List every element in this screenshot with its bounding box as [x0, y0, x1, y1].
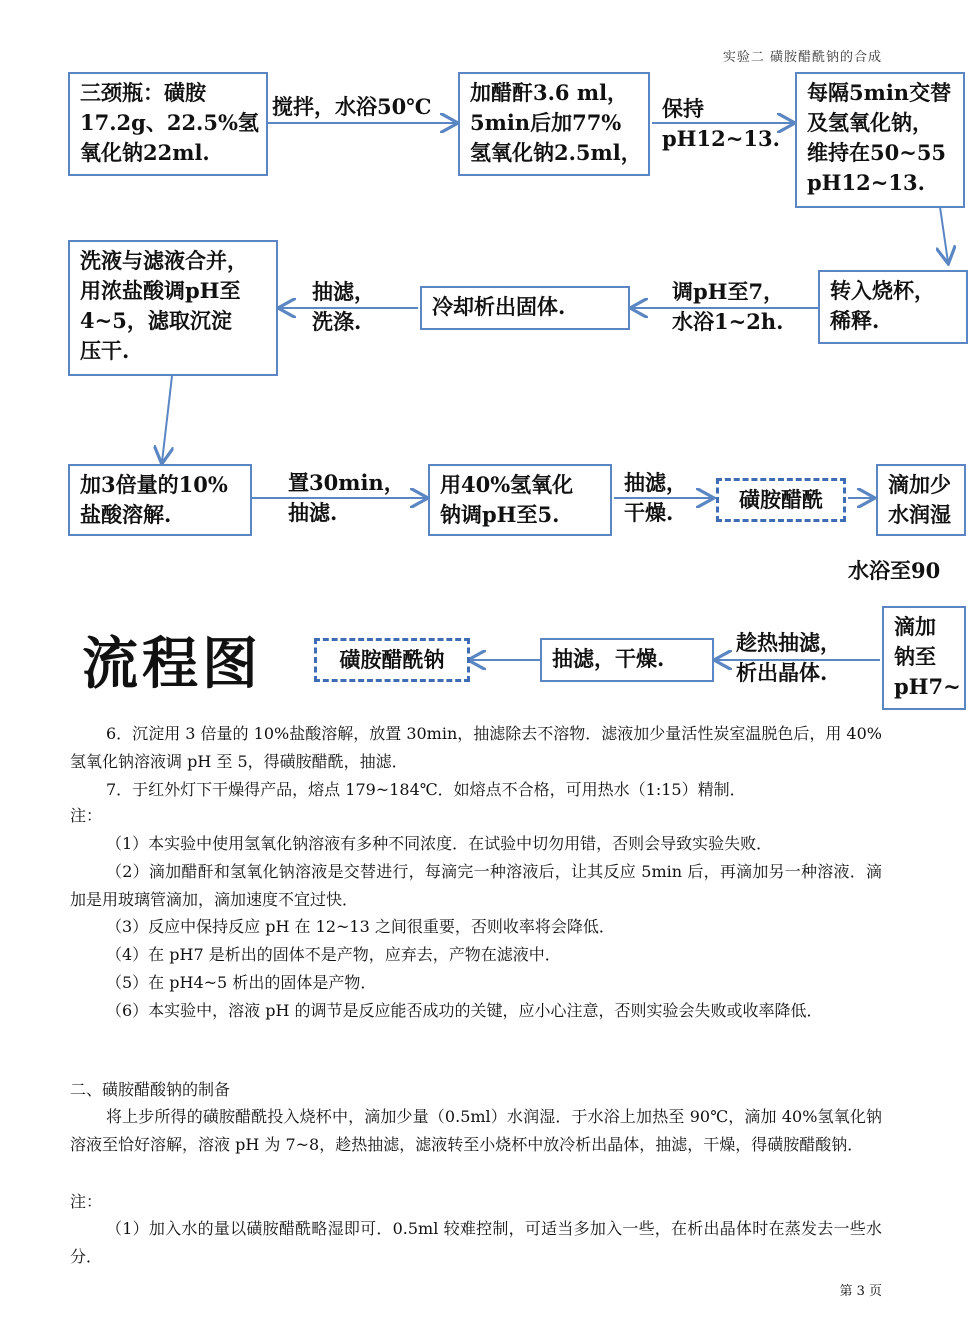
flow-box-dissolve: 加3倍量的10% 盐酸溶解. — [68, 464, 252, 536]
page-number: 第 3 页 — [839, 1284, 882, 1299]
flow-box-acetic-anhydride: 加醋酐3.6 ml， 5min后加77% 氢氧化钠2.5ml， — [458, 72, 650, 176]
flowchart-title: 流程图 — [82, 632, 262, 697]
step-7: 7．于红外灯下干燥得产品，熔点 179~184℃．如熔点不合格，可用热水（1:15）精制． — [106, 780, 746, 799]
note-1: （1）本实验中使用氢氧化钠溶液有多种不同浓度．在试验中切勿用错，否则会导致实验失败． — [106, 834, 773, 853]
notes-label: 注： — [70, 806, 103, 825]
note-2-1: （1）加入水的量以磺胺醋酰略湿即可．0.5ml 较难控制，可适当多加入一些，在析出晶体时在蒸发去一些水分． — [70, 1219, 882, 1266]
flow-box-add-naoh: 滴加 钠至 pH7~ — [882, 606, 966, 710]
flow-label-water-bath: 水浴至90 — [848, 558, 941, 583]
flow-box-cool: 冷却析出固体. — [420, 286, 630, 330]
page-header: 实验二 磺胺醋酰钠的合成 — [722, 50, 882, 65]
note-6: （6）本实验中，溶液 pH 的调节是反应能否成功的关键，应小心注意，否则实验会失败或收率降低． — [106, 1001, 823, 1020]
flow-label-filter-wash: 抽滤， 洗涤. — [312, 279, 375, 334]
flow-label-filter-dry: 抽滤， 干燥. — [624, 470, 687, 525]
flow-box-wet: 滴加少 水润湿 — [876, 464, 966, 536]
note-4: （4）在 pH7 是析出的固体不是产物，应弃去，产物在滤液中． — [106, 945, 561, 964]
flow-box-combine: 洗液与滤液合并， 用浓盐酸调pH至 4~5，滤取沉淀 压干. — [68, 240, 278, 376]
notes-2-label: 注： — [70, 1192, 103, 1211]
flow-box-sulfacetamide: 磺胺醋酰 — [716, 478, 846, 522]
section-2-heading: 二、磺胺醋酸钠的制备 — [70, 1080, 231, 1099]
step-6: 6．沉淀用 3 倍量的 10%盐酸溶解，放置 30min，抽滤除去不溶物．滤液加少量活性炭室温脱色后，用 40%氢氧化钠溶液调 pH 至 5，得磺胺醋酰，抽滤． — [70, 724, 882, 771]
flow-box-alternate: 每隔5min交替 及氢氧化钠， 维持在50~55 pH12~13. — [795, 72, 965, 208]
flow-label-stir: 搅拌，水浴50℃ — [272, 94, 432, 119]
flow-box-filter-dry: 抽滤，干燥. — [540, 638, 714, 682]
flow-label-stand: 置30min， 抽滤. — [288, 470, 405, 525]
flow-box-start: 三颈瓶：磺胺 17.2g、22.5%氢 氧化钠22ml. — [68, 72, 268, 176]
flow-label-hot-filter: 趁热抽滤， 析出晶体. — [736, 630, 841, 685]
flow-label-adjust-ph7: 调pH至7， 水浴1~2h. — [672, 279, 785, 334]
note-2: （2）滴加醋酐和氢氧化钠溶液是交替进行，每滴完一种溶液后，让其反应 5min 后，再滴加另一种溶液．滴加是用玻璃管滴加，滴加速度不宜过快． — [70, 862, 882, 909]
note-3: （3）反应中保持反应 pH 在 12~13 之间很重要，否则收率将会降低． — [106, 917, 615, 936]
note-5: （5）在 pH4~5 析出的固体是产物． — [106, 973, 377, 992]
flow-box-transfer: 转入烧杯， 稀释. — [818, 270, 968, 344]
flow-box-naoh-ph5: 用40%氢氧化 钠调pH至5. — [428, 464, 612, 536]
flow-box-sodium-salt: 磺胺醋酰钠 — [314, 638, 470, 682]
flow-label-keep-ph: 保持 pH12~13. — [662, 96, 780, 151]
section-2-paragraph: 将上步所得的磺胺醋酰投入烧杯中，滴加少量（0.5ml）水润湿．于水浴上加热至 90℃，滴加 40%氢氧化钠溶液至恰好溶解，溶液 pH 为 7~8，趁热抽滤，滤液转至小烧杯中放冷析出晶体，抽滤，干燥，得磺胺醋酸钠． — [70, 1107, 882, 1154]
